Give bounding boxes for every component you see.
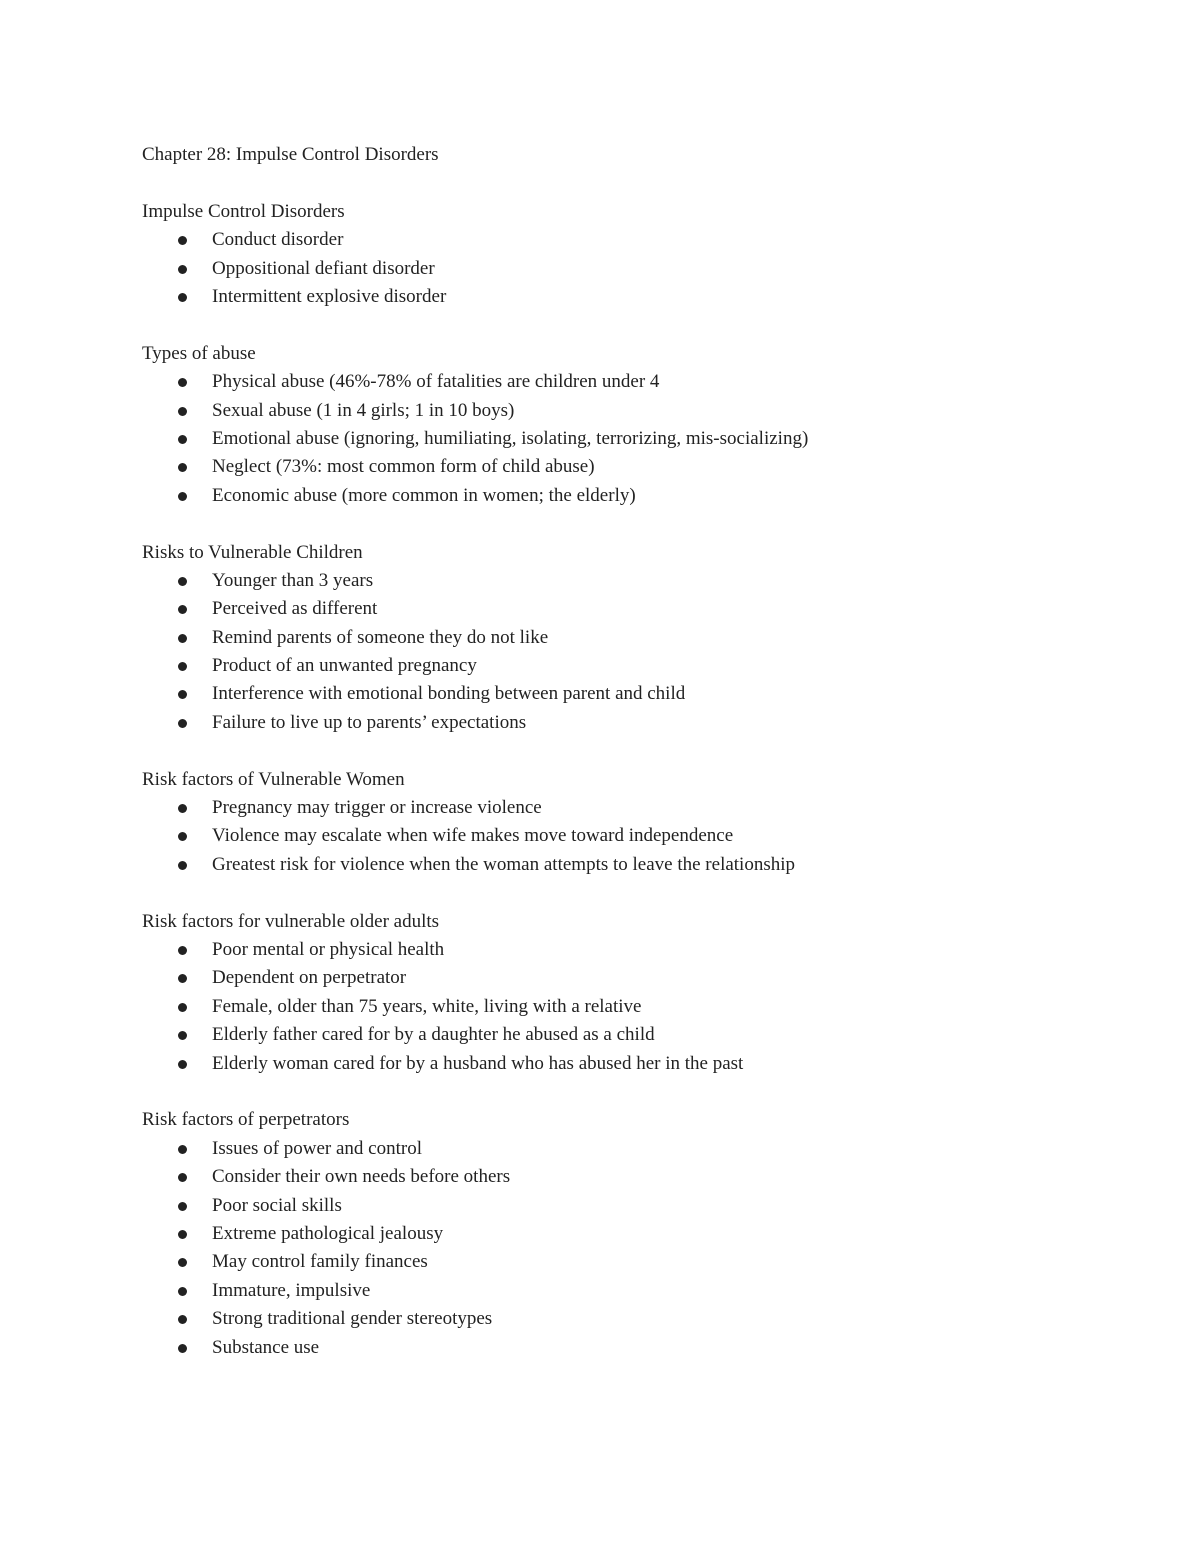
list-item-text: Emotional abuse (ignoring, humiliating, isolating, terrorizing, mis-socializing) — [212, 427, 809, 449]
bullet-dot-icon — [178, 1060, 187, 1069]
list-item-text: Pregnancy may trigger or increase violence — [212, 797, 542, 819]
list-item — [142, 624, 1042, 652]
section-risks-to-vulnerable-children — [142, 539, 1042, 738]
bullet-dot-icon — [178, 1315, 187, 1324]
bullet-list — [142, 368, 1042, 510]
list-item — [142, 453, 1042, 481]
list-item — [142, 226, 1042, 254]
list-item — [142, 1305, 1042, 1333]
list-item-text: Dependent on perpetrator — [212, 967, 407, 989]
list-item-text: Physical abuse (46%-78% of fatalities are children under 4 — [212, 371, 660, 393]
section-risk-factors-vulnerable-women — [142, 766, 1042, 880]
section-heading: Risks to Vulnerable Children — [142, 541, 363, 563]
list-item-text: Oppositional defiant disorder — [212, 257, 435, 279]
section-heading: Types of abuse — [142, 342, 256, 364]
list-item — [142, 964, 1042, 992]
list-item — [142, 851, 1042, 879]
list-item-text: Interference with emotional bonding between parent and child — [212, 683, 686, 705]
section-risk-factors-perpetrators — [142, 1106, 1042, 1362]
bullet-dot-icon — [178, 1344, 187, 1353]
bullet-dot-icon — [178, 293, 187, 302]
bullet-dot-icon — [178, 407, 187, 416]
list-item — [142, 1135, 1042, 1163]
bullet-dot-icon — [178, 974, 187, 983]
bullet-dot-icon — [178, 634, 187, 643]
list-item — [142, 255, 1042, 283]
section-types-of-abuse — [142, 340, 1042, 510]
list-item — [142, 794, 1042, 822]
list-item-text: Immature, impulsive — [212, 1279, 371, 1301]
list-item-text: Poor social skills — [212, 1194, 342, 1216]
bullet-dot-icon — [178, 463, 187, 472]
document-title: Chapter 28: Impulse Control Disorders — [142, 144, 439, 165]
list-item-text: Product of an unwanted pregnancy — [212, 655, 477, 677]
bullet-list — [142, 226, 1042, 311]
list-item — [142, 1192, 1042, 1220]
list-item — [142, 822, 1042, 850]
bullet-dot-icon — [178, 1145, 187, 1154]
bullet-dot-icon — [178, 378, 187, 387]
bullet-dot-icon — [178, 832, 187, 841]
list-item-text: Violence may escalate when wife makes move toward independence — [212, 825, 734, 847]
list-item-text: Female, older than 75 years, white, living with a relative — [212, 995, 642, 1017]
bullet-dot-icon — [178, 946, 187, 955]
list-item — [142, 283, 1042, 311]
bullet-list — [142, 794, 1042, 879]
list-item-text: Poor mental or physical health — [212, 939, 445, 961]
list-item — [142, 1277, 1042, 1305]
list-item-text: Economic abuse (more common in women; the elderly) — [212, 484, 636, 506]
list-item-text: Perceived as different — [212, 598, 378, 620]
bullet-dot-icon — [178, 577, 187, 586]
list-item-text: Strong traditional gender stereotypes — [212, 1308, 493, 1330]
list-item — [142, 482, 1042, 510]
bullet-dot-icon — [178, 1173, 187, 1182]
list-item — [142, 595, 1042, 623]
list-item — [142, 680, 1042, 708]
list-item-text: Greatest risk for violence when the woman attempts to leave the relationship — [212, 853, 796, 875]
bullet-dot-icon — [178, 1258, 187, 1267]
list-item — [142, 1220, 1042, 1248]
list-item — [142, 709, 1042, 737]
list-item — [142, 368, 1042, 396]
bullet-dot-icon — [178, 492, 187, 501]
list-item-text: Substance use — [212, 1336, 320, 1358]
list-item — [142, 1021, 1042, 1049]
list-item-text: Sexual abuse (1 in 4 girls; 1 in 10 boys) — [212, 399, 515, 421]
section-heading: Risk factors of perpetrators — [142, 1109, 350, 1131]
list-item-text: Extreme pathological jealousy — [212, 1222, 444, 1244]
list-item-text: Neglect (73%: most common form of child abuse) — [212, 456, 595, 478]
bullet-list — [142, 567, 1042, 737]
list-item — [142, 1163, 1042, 1191]
bullet-dot-icon — [178, 1202, 187, 1211]
list-item-text: Consider their own needs before others — [212, 1166, 511, 1188]
bullet-dot-icon — [178, 1230, 187, 1239]
list-item — [142, 652, 1042, 680]
list-item — [142, 936, 1042, 964]
section-impulse-control-disorders — [142, 198, 1042, 312]
list-item — [142, 1050, 1042, 1078]
section-heading: Risk factors of Vulnerable Women — [142, 768, 405, 790]
bullet-dot-icon — [178, 662, 187, 671]
bullet-list — [142, 1135, 1042, 1362]
list-item-text: Elderly father cared for by a daughter he abused as a child — [212, 1024, 655, 1046]
bullet-list — [142, 936, 1042, 1078]
list-item-text: Remind parents of someone they do not like — [212, 626, 549, 648]
section-heading: Impulse Control Disorders — [142, 200, 345, 222]
list-item-text: Younger than 3 years — [212, 569, 374, 591]
list-item-text: May control family finances — [212, 1251, 428, 1273]
list-item-text: Issues of power and control — [212, 1137, 423, 1159]
bullet-dot-icon — [178, 690, 187, 699]
bullet-dot-icon — [178, 804, 187, 813]
bullet-dot-icon — [178, 236, 187, 245]
list-item — [142, 1248, 1042, 1276]
bullet-dot-icon — [178, 1003, 187, 1012]
document-body — [142, 141, 1042, 1390]
bullet-dot-icon — [178, 605, 187, 614]
bullet-dot-icon — [178, 861, 187, 870]
list-item — [142, 993, 1042, 1021]
bullet-dot-icon — [178, 265, 187, 274]
bullet-dot-icon — [178, 719, 187, 728]
bullet-dot-icon — [178, 435, 187, 444]
list-item-text: Failure to live up to parents’ expectations — [212, 711, 527, 733]
list-item-text: Intermittent explosive disorder — [212, 285, 447, 307]
list-item — [142, 397, 1042, 425]
list-item — [142, 1334, 1042, 1362]
bullet-dot-icon — [178, 1287, 187, 1296]
bullet-dot-icon — [178, 1031, 187, 1040]
section-risk-factors-older-adults — [142, 908, 1042, 1078]
list-item-text: Conduct disorder — [212, 229, 344, 251]
section-heading: Risk factors for vulnerable older adults — [142, 910, 440, 932]
list-item-text: Elderly woman cared for by a husband who has abused her in the past — [212, 1052, 744, 1074]
list-item — [142, 567, 1042, 595]
list-item — [142, 425, 1042, 453]
